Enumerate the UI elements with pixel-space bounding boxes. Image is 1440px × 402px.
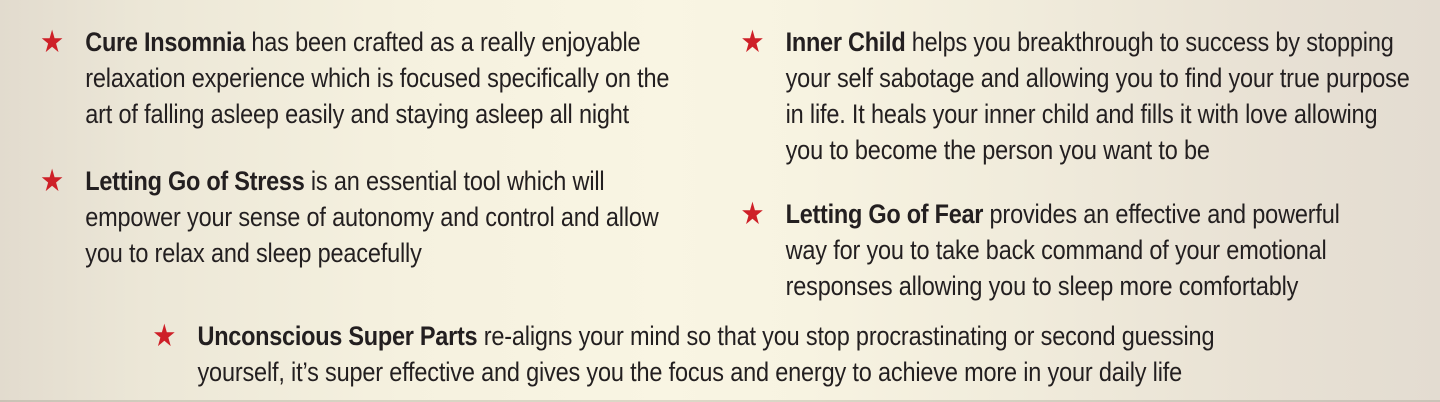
feature-title: Cure Insomnia [85,27,246,57]
feature-body: re-aligns your mind so that you stop procrastinating or second guessing yourself, it’s super effective and gives you the focus and energy to achieve more in your daily life [197,321,1215,387]
feature-title: Inner Child [785,27,906,57]
feature-body: helps you breakthrough to success by stopping your self sabotage and allowing you to find your true purpose in life. It heals your inner child and fills it with love allowing you to become the person you want to be [785,27,1410,165]
feature-text [85,24,694,132]
star-icon: ★ [40,163,65,198]
feature-title: Unconscious Super Parts [197,321,478,351]
feature-body: is an essential tool which will empower your sense of autonomy and control and allow you to relax and sleep peacefully [85,166,659,268]
star-icon: ★ [40,24,65,59]
feature-item-unconscious-super-parts [152,318,1254,390]
feature-item-inner-child [740,24,1420,168]
feature-text [786,196,1386,304]
feature-item-letting-go-of-stress [40,163,677,271]
feature-body: provides an effective and powerful way for you to take back command of your emotional responses allowing you to sleep more comfortably [785,199,1340,301]
feature-item-cure-insomnia [40,24,694,132]
feature-title: Letting Go of Fear [785,199,984,229]
feature-item-letting-go-of-fear [740,196,1386,304]
feature-text [786,24,1421,168]
star-icon: ★ [740,196,765,231]
feature-body: has been crafted as a really enjoyable relaxation experience which is focused specifically on the art of falling asleep easily and staying asleep all night [85,27,670,129]
feature-text [85,163,677,271]
star-icon: ★ [152,318,177,353]
feature-title: Letting Go of Stress [85,166,305,196]
star-icon: ★ [740,24,765,59]
feature-text [197,318,1254,390]
